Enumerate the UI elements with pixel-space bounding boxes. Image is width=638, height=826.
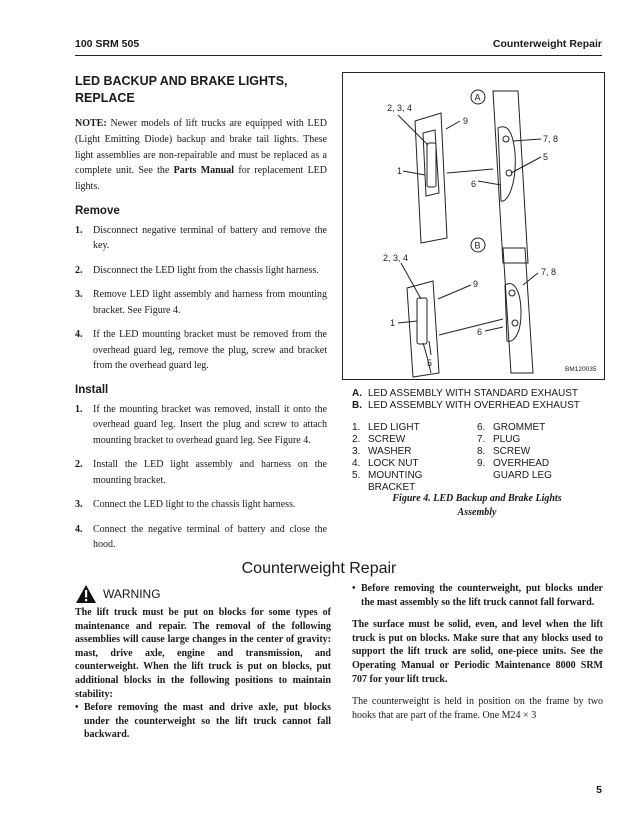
part-number: 5. bbox=[352, 470, 361, 481]
remove-heading: Remove bbox=[75, 204, 120, 217]
header-doc-id: 100 SRM 505 bbox=[75, 38, 140, 50]
part-item bbox=[352, 458, 477, 470]
page-number: 5 bbox=[596, 784, 602, 796]
callout-b-5: 5 bbox=[427, 358, 433, 368]
step-text: If the LED mounting bracket must be removed from the overhead guard leg, remove the plug, screw and bracket from the overhead guard leg. bbox=[93, 329, 327, 372]
note-parts-manual: Parts Manual bbox=[173, 165, 235, 177]
legend-letter: B. bbox=[352, 400, 362, 411]
install-step bbox=[75, 522, 327, 553]
warning-heading bbox=[75, 584, 331, 604]
part-name: GROMMET bbox=[493, 422, 546, 433]
step-number: 1. bbox=[75, 403, 83, 415]
caption-line1: Figure 4. LED Backup and Brake Lights bbox=[392, 493, 562, 504]
part-name: PLUG bbox=[493, 434, 521, 445]
led-assembly-drawing bbox=[343, 73, 604, 379]
install-steps bbox=[75, 402, 327, 553]
callout-b-78: 7, 8 bbox=[541, 267, 557, 277]
part-item bbox=[352, 446, 477, 458]
step-text: Connect the negative terminal of battery and close the hood. bbox=[93, 523, 327, 551]
callout-a-6: 6 bbox=[471, 179, 477, 189]
note-text-a: Newer models of lift trucks are equipped with LED (Light Emitting Diode) backup and brake tail lights. These light assemblies are non-repairable and must be replaced as a complete unit. See the bbox=[75, 118, 327, 177]
remove-step bbox=[75, 223, 327, 254]
led-title-line1: LED BACKUP AND BRAKE LIGHTS, bbox=[75, 74, 288, 88]
figure-legend bbox=[352, 388, 602, 494]
step-number: 2. bbox=[75, 459, 83, 471]
step-number: 3. bbox=[75, 499, 83, 511]
view-b-letter: B bbox=[474, 240, 481, 251]
part-name: SCREW bbox=[493, 446, 531, 457]
led-note bbox=[75, 116, 327, 195]
figure-code: BM120035 bbox=[565, 366, 597, 373]
remove-steps bbox=[75, 223, 327, 374]
parts-column-left bbox=[352, 422, 477, 494]
part-number: 2. bbox=[352, 434, 361, 445]
part-item bbox=[477, 458, 602, 470]
callout-a-234: 2, 3, 4 bbox=[387, 103, 413, 113]
part-number: 7. bbox=[477, 434, 486, 445]
warning-label: WARNING bbox=[103, 587, 161, 601]
step-text: Disconnect the LED light from the chassis light harness. bbox=[93, 264, 319, 276]
step-text: Remove LED light assembly and harness from mounting bracket. See Figure 4. bbox=[93, 289, 327, 316]
remove-step bbox=[75, 287, 327, 318]
legend-row bbox=[352, 388, 602, 400]
step-number: 1. bbox=[75, 224, 83, 236]
part-name: BRACKET bbox=[368, 482, 416, 493]
part-item bbox=[352, 434, 477, 446]
header-rule bbox=[75, 55, 602, 56]
figure-caption bbox=[352, 492, 602, 520]
step-text: Disconnect negative terminal of battery and remove the key. bbox=[93, 224, 327, 252]
part-item bbox=[352, 470, 477, 482]
remove-step bbox=[75, 327, 327, 374]
header-section-title: Counterweight Repair bbox=[492, 38, 602, 50]
part-name: GUARD LEG bbox=[493, 470, 552, 481]
part-number: 6. bbox=[477, 422, 486, 433]
callout-a-5: 5 bbox=[543, 152, 549, 162]
view-a-letter: A bbox=[474, 92, 481, 103]
warning-text: The lift truck must be put on blocks for some types of maintenance and repair. The removal of the following assemblies will cause large changes in the center of gravity: mast, drive axle, engine and transmission, and counterweight. When the lift truck is put on blocks, put additional blocks in the following positions to maintain stability: bbox=[75, 607, 331, 700]
part-number: 3. bbox=[352, 446, 361, 457]
remove-step bbox=[75, 263, 327, 279]
note-label: NOTE: bbox=[75, 118, 107, 129]
callout-b-6: 6 bbox=[477, 327, 483, 337]
part-name: LOCK NUT bbox=[368, 458, 419, 469]
install-heading: Install bbox=[75, 383, 109, 396]
counterweight-title: Counterweight Repair bbox=[241, 560, 397, 577]
part-item bbox=[477, 446, 602, 458]
callout-b-9: 9 bbox=[473, 279, 479, 289]
surface-warning: The surface must be solid, even, and level when the lift truck is put on blocks. Make sure that any blocks used to support the lift truck are solid, one-piece units. See the Operating Manual or Periodic Maintenance 8000 SRM 707 for your lift truck. bbox=[352, 619, 603, 685]
part-name: WASHER bbox=[368, 446, 412, 457]
part-name: MOUNTING bbox=[368, 470, 423, 481]
legend-row bbox=[352, 400, 602, 412]
warning-bullet-forward: • Before removing the counterweight, put blocks under the mast assembly so the lift truck cannot fall forward. bbox=[352, 582, 603, 609]
step-number: 4. bbox=[75, 523, 83, 535]
step-number: 4. bbox=[75, 329, 83, 341]
parts-list bbox=[352, 422, 602, 494]
warning-bullet-backward: • Before removing the mast and drive axle, put blocks under the counterweight so the lift truck cannot fall backward. bbox=[75, 701, 331, 742]
led-section-title bbox=[75, 73, 327, 107]
part-item bbox=[477, 422, 602, 434]
step-number: 3. bbox=[75, 289, 83, 301]
step-text: Install the LED light assembly and harness on the mounting bracket. bbox=[93, 459, 327, 486]
part-name: LED LIGHT bbox=[368, 422, 420, 433]
install-step bbox=[75, 497, 327, 513]
step-text: Connect the LED light to the chassis light harness. bbox=[93, 499, 296, 511]
part-number: 1. bbox=[352, 422, 361, 433]
part-item bbox=[352, 422, 477, 434]
part-number bbox=[477, 470, 493, 482]
legend-text: LED ASSEMBLY WITH STANDARD EXHAUST bbox=[368, 388, 579, 399]
figure-4-illustration bbox=[342, 72, 605, 380]
part-name: OVERHEAD bbox=[493, 458, 550, 469]
part-item bbox=[477, 470, 602, 482]
part-name: SCREW bbox=[368, 434, 406, 445]
led-section bbox=[75, 73, 327, 562]
callout-a-78: 7, 8 bbox=[543, 134, 559, 144]
install-step bbox=[75, 402, 327, 449]
part-number: 4. bbox=[352, 458, 361, 469]
part-number: 8. bbox=[477, 446, 486, 457]
legend-letter: A. bbox=[352, 388, 362, 399]
step-text: If the mounting bracket was removed, install it onto the overhead guard leg. Insert the plug and screw to attach mounting bracket to overhead guard leg. See Figure 4. bbox=[93, 403, 327, 446]
callout-b-234: 2, 3, 4 bbox=[383, 253, 409, 263]
counterweight-right-column bbox=[352, 582, 603, 723]
callout-a-1: 1 bbox=[397, 166, 403, 176]
caption-line2: Assembly bbox=[457, 507, 497, 518]
install-step bbox=[75, 457, 327, 488]
step-number: 2. bbox=[75, 264, 83, 276]
led-title-line2: REPLACE bbox=[75, 91, 135, 105]
callout-b-1: 1 bbox=[390, 318, 396, 328]
part-number: 9. bbox=[477, 458, 486, 469]
warning-icon bbox=[75, 584, 97, 604]
parts-column-right bbox=[477, 422, 602, 494]
warning-block bbox=[75, 584, 331, 742]
legend-text: LED ASSEMBLY WITH OVERHEAD EXHAUST bbox=[368, 400, 580, 411]
note-text-b: for replacement LED lights. bbox=[75, 165, 328, 193]
callout-a-9: 9 bbox=[463, 116, 469, 126]
counterweight-body: The counterweight is held in position on the frame by two hooks that are part of the frame. One M24 × 3 bbox=[352, 696, 603, 721]
part-item bbox=[477, 434, 602, 446]
